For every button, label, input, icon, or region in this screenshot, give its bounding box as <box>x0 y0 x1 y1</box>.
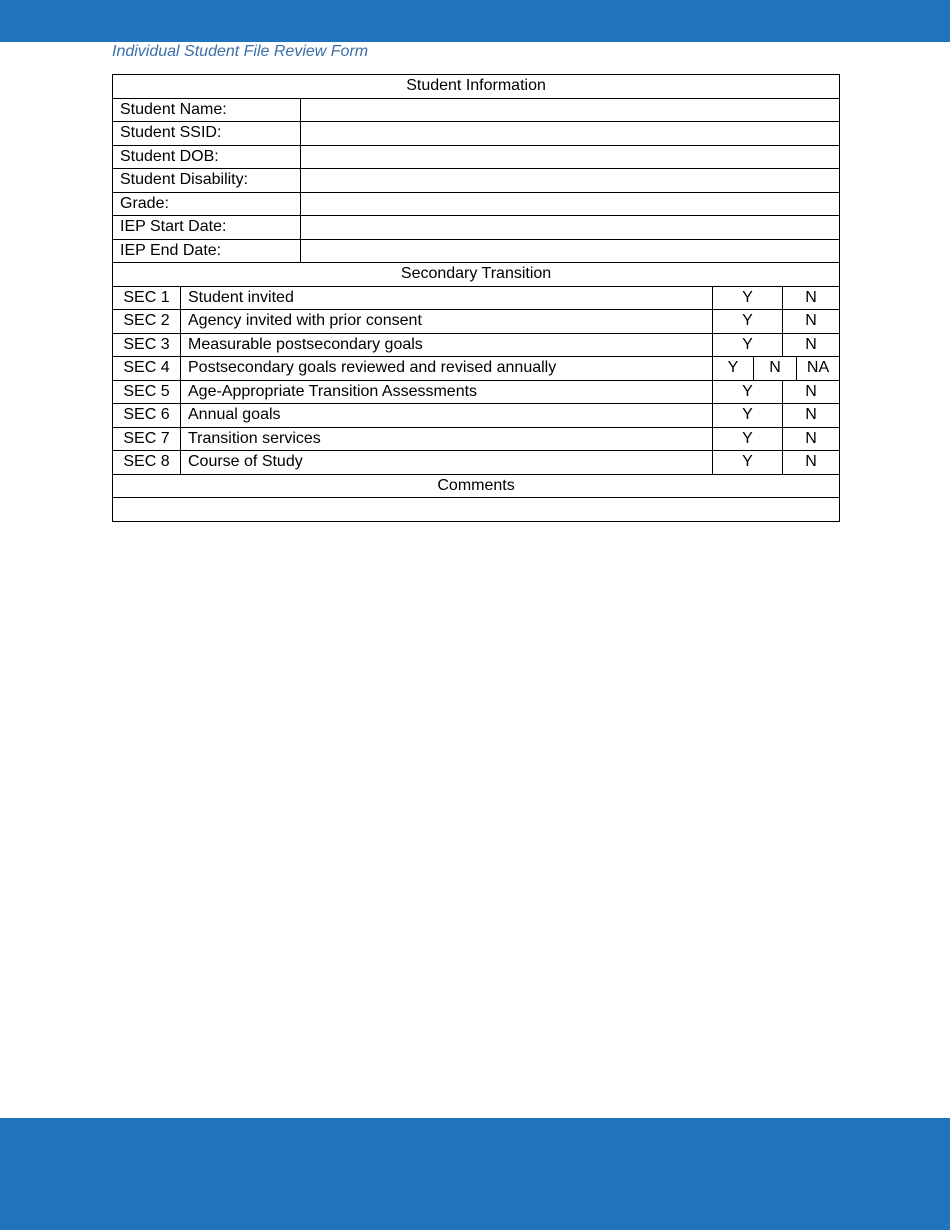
sec-code: SEC 2 <box>113 310 181 334</box>
no-option[interactable]: N <box>783 451 840 475</box>
sec-description: Annual goals <box>181 404 713 428</box>
student-dob-field[interactable] <box>301 145 840 169</box>
comments-heading: Comments <box>113 474 840 498</box>
student-information-heading: Student Information <box>113 75 840 99</box>
field-row-grade <box>113 192 840 216</box>
sec-description: Course of Study <box>181 451 713 475</box>
field-row-student-dob <box>113 145 840 169</box>
grade-field[interactable] <box>301 192 840 216</box>
yes-option[interactable]: Y <box>713 333 783 357</box>
no-option[interactable]: N <box>754 357 797 381</box>
sec-row <box>113 427 840 451</box>
field-label: IEP Start Date: <box>113 216 301 240</box>
yes-option[interactable]: Y <box>713 310 783 334</box>
yes-option[interactable]: Y <box>713 404 783 428</box>
no-option[interactable]: N <box>783 404 840 428</box>
iep-end-date-field[interactable] <box>301 239 840 263</box>
field-label: IEP End Date: <box>113 239 301 263</box>
yes-option[interactable]: Y <box>713 286 783 310</box>
sec-row <box>113 451 840 475</box>
no-option[interactable]: N <box>783 310 840 334</box>
no-option[interactable]: N <box>783 333 840 357</box>
sec-description: Measurable postsecondary goals <box>181 333 713 357</box>
header-band <box>0 0 950 42</box>
secondary-transition-heading: Secondary Transition <box>113 263 840 287</box>
sec-description: Postsecondary goals reviewed and revised annually <box>181 357 713 381</box>
sec-row <box>113 286 840 310</box>
sec-description: Agency invited with prior consent <box>181 310 713 334</box>
sec-code: SEC 1 <box>113 286 181 310</box>
sec-code: SEC 3 <box>113 333 181 357</box>
student-name-field[interactable] <box>301 98 840 122</box>
student-ssid-field[interactable] <box>301 122 840 146</box>
sec-description: Age-Appropriate Transition Assessments <box>181 380 713 404</box>
sec-row <box>113 404 840 428</box>
sec-code: SEC 6 <box>113 404 181 428</box>
sec-code: SEC 8 <box>113 451 181 475</box>
field-label: Grade: <box>113 192 301 216</box>
comments-field[interactable] <box>113 498 840 522</box>
yes-option[interactable]: Y <box>713 357 754 381</box>
sec-row <box>113 380 840 404</box>
document-title: Individual Student File Review Form <box>112 43 369 60</box>
sec-code: SEC 7 <box>113 427 181 451</box>
sec-description: Student invited <box>181 286 713 310</box>
no-option[interactable]: N <box>783 286 840 310</box>
review-form-table <box>112 74 840 522</box>
field-row-iep-end-date <box>113 239 840 263</box>
yes-option[interactable]: Y <box>713 427 783 451</box>
sec-description: Transition services <box>181 427 713 451</box>
field-label: Student Name: <box>113 98 301 122</box>
student-disability-field[interactable] <box>301 169 840 193</box>
sec-row <box>113 357 840 381</box>
sec-row <box>113 333 840 357</box>
iep-start-date-field[interactable] <box>301 216 840 240</box>
field-label: Student DOB: <box>113 145 301 169</box>
field-row-student-ssid <box>113 122 840 146</box>
field-label: Student Disability: <box>113 169 301 193</box>
na-option[interactable]: NA <box>797 357 840 381</box>
yes-option[interactable]: Y <box>713 380 783 404</box>
sec-row <box>113 310 840 334</box>
no-option[interactable]: N <box>783 427 840 451</box>
yes-option[interactable]: Y <box>713 451 783 475</box>
field-row-student-name <box>113 98 840 122</box>
field-row-student-disability <box>113 169 840 193</box>
sec-code: SEC 5 <box>113 380 181 404</box>
no-option[interactable]: N <box>783 380 840 404</box>
footer-band <box>0 1118 950 1230</box>
field-label: Student SSID: <box>113 122 301 146</box>
field-row-iep-start-date <box>113 216 840 240</box>
sec-code: SEC 4 <box>113 357 181 381</box>
